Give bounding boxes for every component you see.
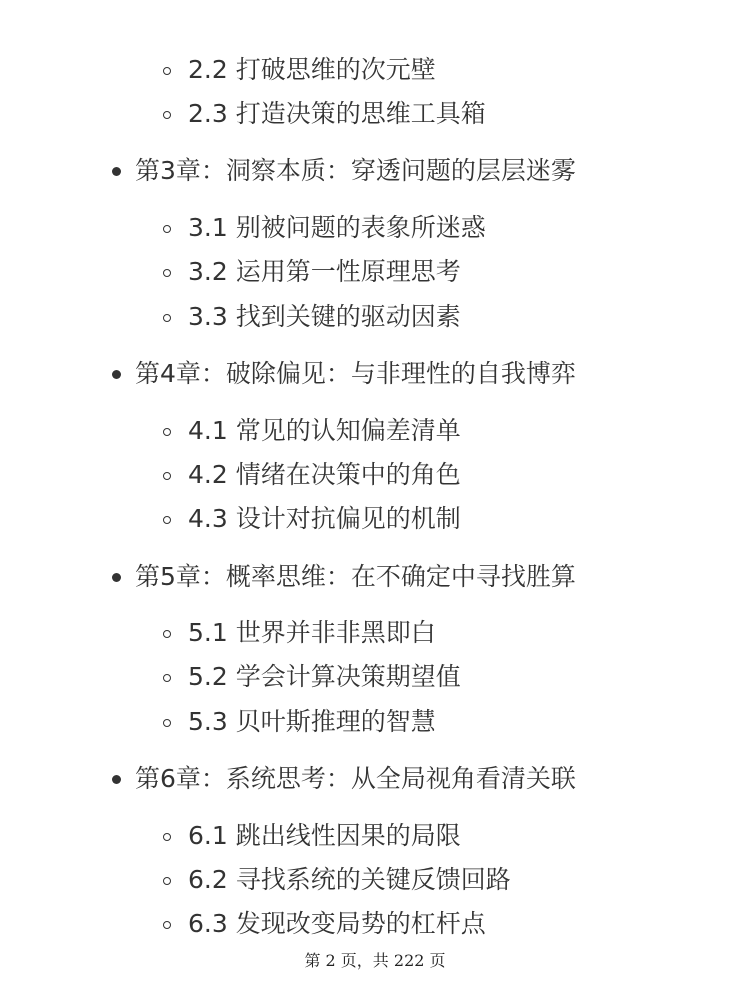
toc-section-item: 4.1 常见的认知偏差清单 bbox=[188, 416, 461, 445]
toc-section-item: 3.3 找到关键的驱动因素 bbox=[188, 302, 461, 331]
toc-section-item: 6.2 寻找系统的关键反馈回路 bbox=[188, 865, 511, 894]
filled-bullet-icon bbox=[112, 370, 121, 379]
hollow-bullet-icon bbox=[163, 67, 171, 75]
filled-bullet-icon bbox=[112, 775, 121, 784]
toc-chapter-item: 第6章：系统思考：从全局视角看清关联 bbox=[135, 764, 576, 793]
hollow-bullet-icon bbox=[163, 472, 171, 480]
hollow-bullet-icon bbox=[163, 674, 171, 682]
toc-section-item: 6.3 发现改变局势的杠杆点 bbox=[188, 909, 486, 938]
toc-section-item: 6.1 跳出线性因果的局限 bbox=[188, 821, 461, 850]
hollow-bullet-icon bbox=[163, 630, 171, 638]
toc-chapter-item: 第4章：破除偏见：与非理性的自我博弈 bbox=[135, 359, 576, 388]
toc-section-item: 3.1 别被问题的表象所迷惑 bbox=[188, 213, 486, 242]
toc-section-item: 2.3 打造决策的思维工具箱 bbox=[188, 99, 486, 128]
toc-section-item: 5.3 贝叶斯推理的智慧 bbox=[188, 707, 436, 736]
filled-bullet-icon bbox=[112, 573, 121, 582]
hollow-bullet-icon bbox=[163, 269, 171, 277]
toc-section-item: 2.2 打破思维的次元壁 bbox=[188, 55, 436, 84]
hollow-bullet-icon bbox=[163, 428, 171, 436]
hollow-bullet-icon bbox=[163, 921, 171, 929]
hollow-bullet-icon bbox=[163, 877, 171, 885]
toc-section-item: 5.1 世界并非非黑即白 bbox=[188, 618, 436, 647]
toc-section-item: 3.2 运用第一性原理思考 bbox=[188, 257, 461, 286]
toc-section-item: 4.2 情绪在决策中的角色 bbox=[188, 460, 461, 489]
page-number-footer: 第 2 页，共 222 页 bbox=[304, 951, 446, 970]
hollow-bullet-icon bbox=[163, 225, 171, 233]
hollow-bullet-icon bbox=[163, 833, 171, 841]
toc-chapter-item: 第3章：洞察本质：穿透问题的层层迷雾 bbox=[135, 156, 576, 185]
toc-section-item: 4.3 设计对抗偏见的机制 bbox=[188, 504, 461, 533]
hollow-bullet-icon bbox=[163, 314, 171, 322]
toc-section-item: 5.2 学会计算决策期望值 bbox=[188, 662, 461, 691]
hollow-bullet-icon bbox=[163, 111, 171, 119]
hollow-bullet-icon bbox=[163, 719, 171, 727]
filled-bullet-icon bbox=[112, 167, 121, 176]
toc-chapter-item: 第5章：概率思维：在不确定中寻找胜算 bbox=[135, 562, 576, 591]
hollow-bullet-icon bbox=[163, 516, 171, 524]
